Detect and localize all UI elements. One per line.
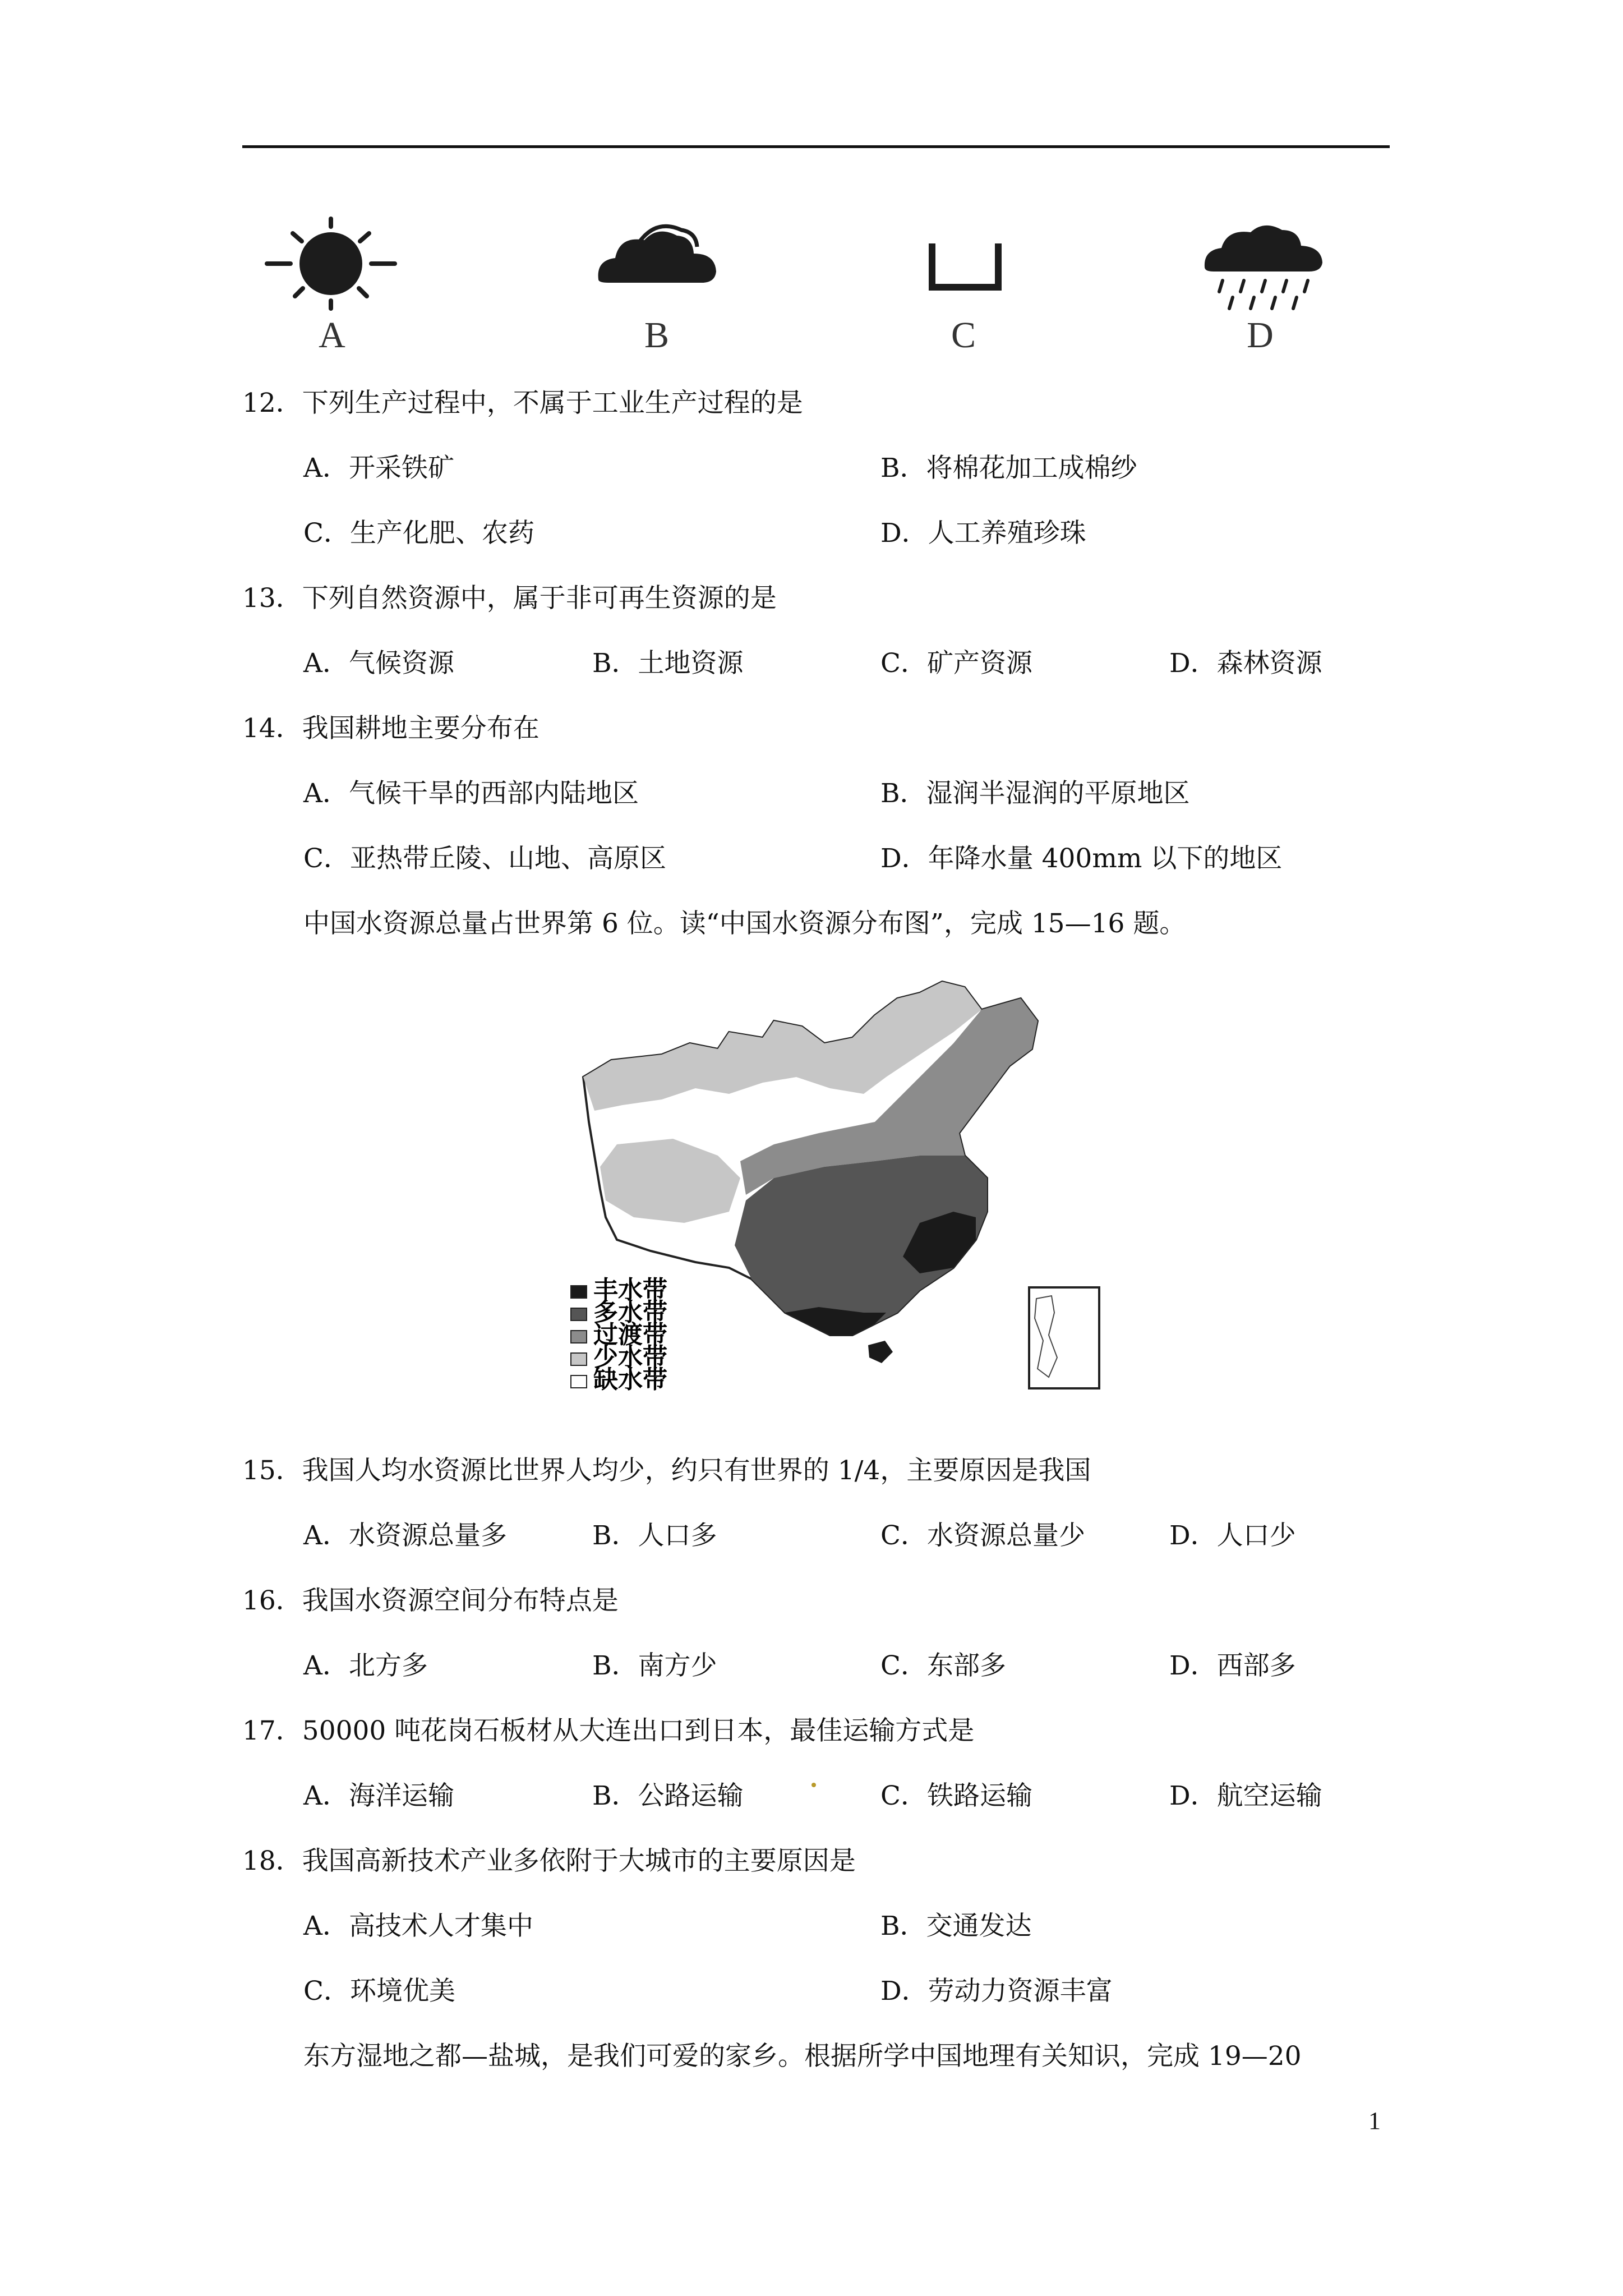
- q14-option-c: C．亚热带丘陵、山地、高原区: [303, 843, 666, 874]
- q15-option-c: C．水资源总量少: [880, 1520, 1085, 1551]
- legend-label-duo: 多水带: [593, 1298, 667, 1327]
- stray-dot: [811, 1783, 816, 1787]
- legend-label-feng: 丰水带: [593, 1276, 667, 1304]
- q14-option-a: A．气候干旱的西部内陆地区: [303, 778, 639, 809]
- question-16-stem: 16．我国水资源空间分布特点是: [242, 1585, 619, 1616]
- water-resources-intro: 中国水资源总量占世界第 6 位。读“中国水资源分布图”，完成 15—16 题。: [303, 908, 1186, 939]
- q16-option-a: A．北方多: [303, 1650, 428, 1681]
- q13-option-a: A．气候资源: [303, 648, 454, 679]
- question-17-stem: 17．50000 吨花岗石板材从大连出口到日本，最佳运输方式是: [242, 1715, 975, 1746]
- weather-letter-a: A: [319, 315, 345, 356]
- weather-letter-b: B: [644, 315, 670, 356]
- legend-swatch-guodu: [571, 1331, 587, 1343]
- legend-label-guodu: 过渡带: [593, 1320, 667, 1349]
- q15-option-b: B．人口多: [592, 1520, 717, 1551]
- q17-option-c: C．铁路运输: [880, 1780, 1032, 1811]
- weather-letter-d: D: [1247, 315, 1274, 356]
- legend-label-shao: 少水带: [593, 1343, 667, 1372]
- legend-label-que: 缺水带: [593, 1365, 667, 1394]
- q18-option-c: C．环境优美: [303, 1976, 455, 2007]
- legend-swatch-duo: [571, 1308, 587, 1320]
- china-water-resources-map: [561, 976, 1122, 1408]
- q15-option-d: D．人口少: [1169, 1520, 1296, 1551]
- question-12-stem: 12．下列生产过程中，不属于工业生产过程的是: [242, 388, 803, 418]
- question-18-stem: 18．我国高新技术产业多依附于大城市的主要原因是: [242, 1846, 856, 1876]
- q15-option-a: A．水资源总量多: [303, 1520, 507, 1551]
- legend-swatch-feng: [571, 1286, 587, 1298]
- q14-option-b: B．湿润半湿润的平原地区: [880, 778, 1190, 809]
- question-15-stem: 15．我国人均水资源比世界人均少，约只有世界的 1/4，主要原因是我国: [242, 1455, 1091, 1486]
- q17-option-d: D．航空运输: [1169, 1780, 1322, 1811]
- q12-option-d: D．人工养殖珍珠: [880, 518, 1086, 549]
- q18-option-a: A．高技术人才集中: [303, 1911, 533, 1941]
- q18-option-d: D．劳动力资源丰富: [880, 1976, 1113, 2007]
- q18-option-b: B．交通发达: [880, 1911, 1032, 1941]
- q14-option-d: D．年降水量 400mm 以下的地区: [880, 843, 1283, 874]
- q12-option-b: B．将棉花加工成棉纱: [880, 453, 1137, 484]
- q12-option-a: A．开采铁矿: [303, 453, 454, 484]
- q12-option-c: C．生产化肥、农药: [303, 518, 534, 549]
- q16-option-c: C．东部多: [880, 1650, 1006, 1681]
- header-rule: [242, 145, 1390, 148]
- map-legend: [571, 1276, 667, 1394]
- legend-swatch-que: [571, 1375, 587, 1388]
- question-13-stem: 13．下列自然资源中，属于非可再生资源的是: [242, 583, 777, 614]
- legend-swatch-shao: [571, 1353, 587, 1365]
- q17-option-b: B．公路运输: [592, 1780, 744, 1811]
- q13-option-d: D．森林资源: [1169, 648, 1322, 679]
- q13-option-b: B．土地资源: [592, 648, 744, 679]
- weather-letter-c: C: [951, 315, 976, 356]
- page-number: 1: [1368, 2107, 1381, 2134]
- q13-option-c: C．矿产资源: [880, 648, 1032, 679]
- q16-option-d: D．西部多: [1169, 1650, 1296, 1681]
- q17-option-a: A．海洋运输: [303, 1780, 454, 1811]
- question-14-stem: 14．我国耕地主要分布在: [242, 713, 540, 744]
- yancheng-intro: 东方湿地之都—盐城，是我们可爱的家乡。根据所学中国地理有关知识，完成 19—20: [303, 2041, 1302, 2072]
- q16-option-b: B．南方少: [592, 1650, 717, 1681]
